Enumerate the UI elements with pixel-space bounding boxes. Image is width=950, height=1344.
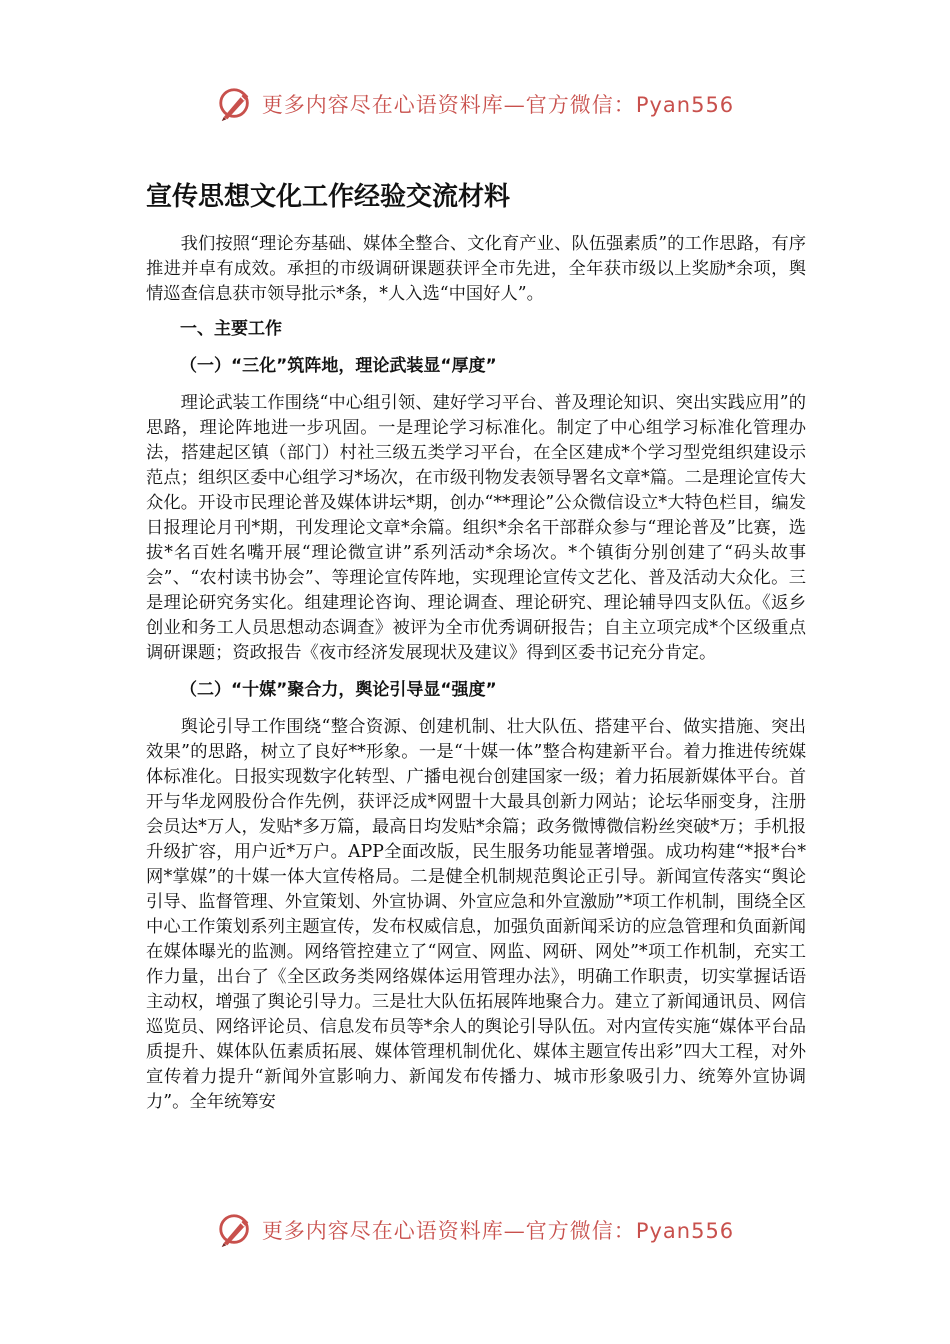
intro-paragraph: 我们按照“理论夯基础、媒体全整合、文化育产业、队伍强素质”的工作思路，有序推进并卓有成效。承担的市级调研课题获评全市先进，全年获市级以上奖励*余项，舆情巡查信息获市领导批示*条，*人入选“中国好人”。 xyxy=(146,234,806,304)
wechat-handle: Pyan556 xyxy=(635,93,735,117)
subsection-1-paragraph: 理论武装工作围绕“中心组引领、建好学习平台、普及理论知识、突出实践应用”的思路，理论阵地进一步巩固。一是理论学习标准化。制定了中心组学习标准化管理办法，搭建起区镇（部门）村社三级五类学习平台，在全区建成*个学习型党组织建设示范点；组织区委中心组学习*场次，在市级刊物发表领导署名文章*篇。二是理论宣传大众化。开设市民理论普及媒体讲坛*期，创办“**理论”公众微信设立*大特色栏目，编发日报理论月刊*期，刊发理论文章*余篇。组织*余名干部群众参与“理论普及”比赛，选拔*名百姓名嘴开展“理论微宣讲”系列活动*余场次。*个镇街分别创建了“码头故事会”、“农村读书协会”、等理论宣传阵地，实现理论宣传文艺化、普及活动大众化。三是理论研究务实化。组建理论咨询、理论调查、理论研究、理论辅导四支队伍。《返乡创业和务工人员思想动态调查》被评为全市优秀调研报告；自主立项完成*个区级重点调研课题；资政报告《夜市经济发展现状及建议》得到区委书记充分肯定。 xyxy=(146,393,806,663)
pen-logo-icon xyxy=(216,85,254,123)
subsection-heading-1: （一）“三化”筑阵地，理论武装显“厚度” xyxy=(180,356,497,376)
banner-text: 更多内容尽在心语资料库—官方微信：Pyan556 xyxy=(261,1219,735,1243)
header-banner xyxy=(0,84,950,124)
subsection-2-paragraph: 舆论引导工作围绕“整合资源、创建机制、壮大队伍、搭建平台、做实措施、突出效果”的思路，树立了良好**形象。一是“十媒一体”整合构建新平台。着力推进传统媒体标准化。日报实现数字化转型、广播电视台创建国家一级；着力拓展新媒体平台。首开与华龙网股份合作先例，获评泛成*网盟十大最具创新力网站；论坛华丽变身，注册会员达*万人，发贴*多万篇，最高日均发贴*余篇；政务微博微信粉丝突破*万；手机报升级扩容，用户近*万户。APP全面改版，民生服务功能显著增强。成功构建“*报*台*网*掌媒”的十媒一体大宣传格局。二是健全机制规范舆论正引导。新闻宣传落实“舆论引导、监督管理、外宣策划、外宣协调、外宣应急和外宣激励”*项工作机制，围绕全区中心工作策划系列主题宣传，发布权威信息，加强负面新闻采访的应急管理和负面新闻在媒体曝光的监测。网络管控建立了“网宣、网监、网研、网处”*项工作机制，充实工作力量，出台了《全区政务类网络媒体运用管理办法》，明确工作职责，切实掌握话语主动权，增强了舆论引导力。三是壮大队伍拓展阵地聚合力。建立了新闻通讯员、网信巡览员、网络评论员、信息发布员等*余人的舆论引导队伍。对内宣传实施“媒体平台品质提升、媒体队伍素质拓展、媒体管理机制优化、媒体主题宣传出彩”四大工程，对外宣传着力提升“新闻外宣影响力、新闻发布传播力、城市形象吸引力、统筹外宣协调力”。全年统筹安 xyxy=(146,717,806,1112)
banner-text: 更多内容尽在心语资料库—官方微信：Pyan556 xyxy=(261,93,735,117)
wechat-handle: Pyan556 xyxy=(635,1219,735,1243)
document-body xyxy=(146,232,806,1115)
section-heading-main-work: 一、主要工作 xyxy=(180,319,282,339)
document-title: 宣传思想文化工作经验交流材料 xyxy=(146,182,511,212)
pen-logo-icon xyxy=(216,1211,254,1249)
subsection-heading-2: （二）“十媒”聚合力，舆论引导显“强度” xyxy=(180,680,497,700)
footer-banner xyxy=(0,1210,950,1250)
